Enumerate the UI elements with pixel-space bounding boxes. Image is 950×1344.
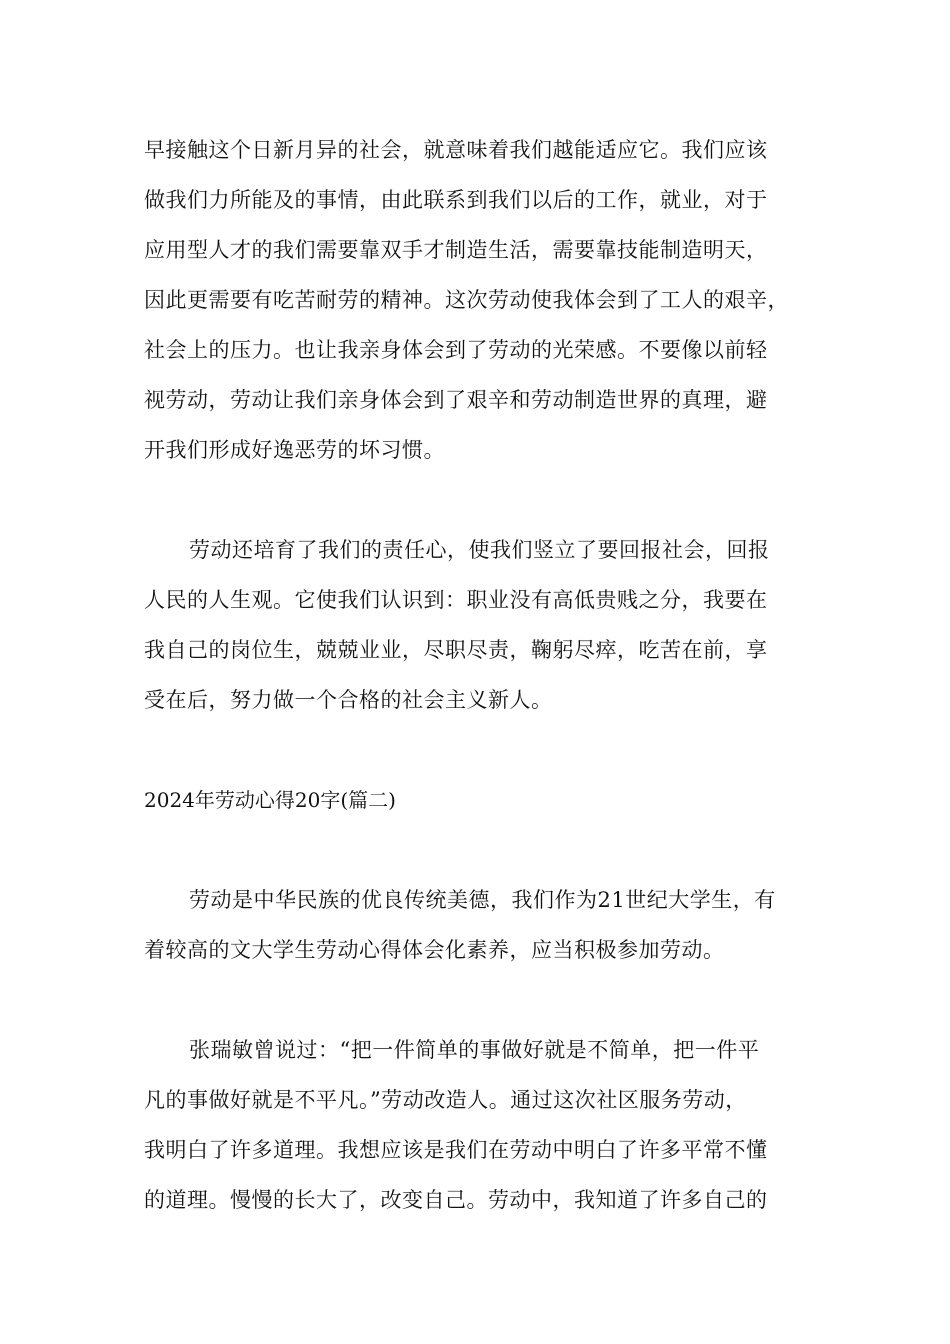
paragraph-line: 张瑞敏曾说过：“把一件简单的事做好就是不简单，把一件平 [189,1038,760,1062]
paragraph-line: 受在后，努力做一个合格的社会主义新人。 [144,688,553,712]
paragraph-line: 因此更需要有吃苦耐劳的精神。这次劳动使我体会到了工人的艰辛， [144,288,789,312]
paragraph-line: 凡的事做好就是不平凡。”劳动改造人。通过这次社区服务劳动， [144,1088,747,1112]
paragraph-line: 我明白了许多道理。我想应该是我们在劳动中明白了许多平常不懂 [144,1138,768,1162]
paragraph-line: 劳动是中华民族的优良传统美德，我们作为21世纪大学生，有 [189,888,776,912]
paragraph-line: 社会上的压力。也让我亲身体会到了劳动的光荣感。不要像以前轻 [144,338,768,362]
paragraph-line: 着较高的文大学生劳动心得体会化素养，应当积极参加劳动。 [144,938,725,962]
paragraph-line: 劳动还培育了我们的责任心，使我们竖立了要回报社会，回报 [189,538,770,562]
paragraph-line: 做我们力所能及的事情，由此联系到我们以后的工作，就业，对于 [144,188,768,212]
paragraph-line: 人民的人生观。它使我们认识到：职业没有高低贵贱之分，我要在 [144,588,768,612]
paragraph-line: 的道理。慢慢的长大了，改变自己。劳动中，我知道了许多自己的 [144,1188,768,1212]
paragraph-line: 早接触这个日新月异的社会，就意味着我们越能适应它。我们应该 [144,138,768,162]
paragraph-line: 视劳动，劳动让我们亲身体会到了艰辛和劳动制造世界的真理，避 [144,388,768,412]
paragraph-line: 开我们形成好逸恶劳的坏习惯。 [144,438,445,462]
paragraph-line: 我自己的岗位生，兢兢业业，尽职尽责，鞠躬尽瘁，吃苦在前，享 [144,638,768,662]
section-heading: 2024年劳动心得20字(篇二) [144,788,396,812]
paragraph-line: 应用型人才的我们需要靠双手才制造生活，需要靠技能制造明天， [144,238,768,262]
